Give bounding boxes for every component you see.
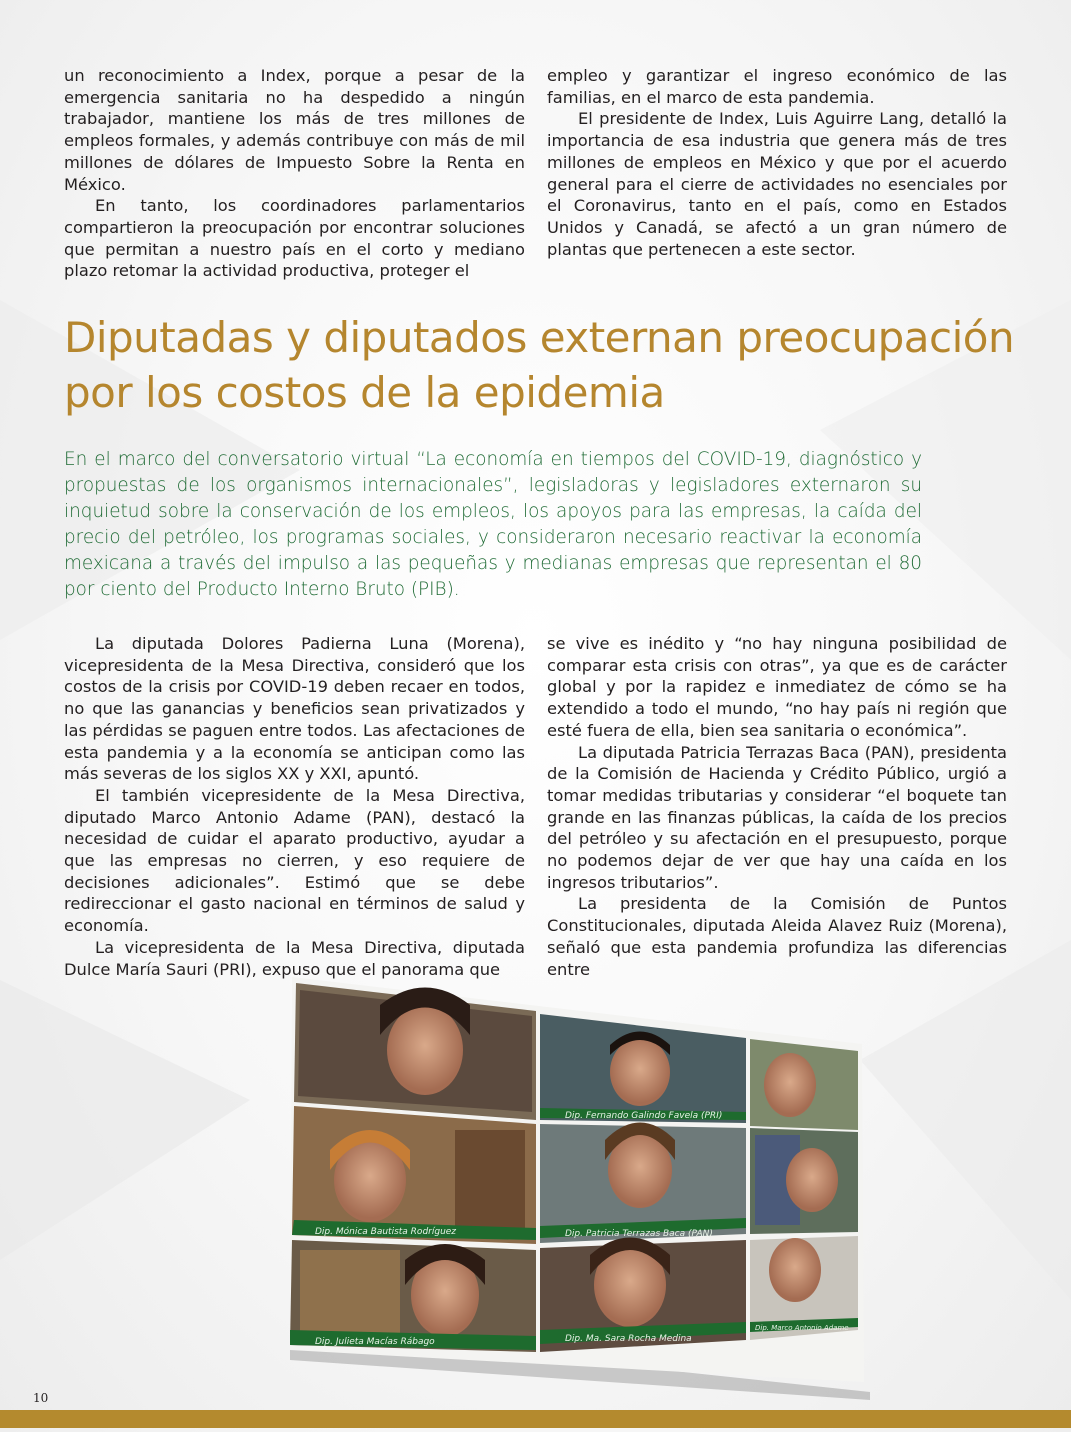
paragraph: El presidente de Index, Luis Aguirre Lang, detalló la importancia de esa industria que genera más de tres millones de empleos en México y que por el acuerdo general para el cierre de actividades no esenciales por el Coronavirus, tanto en el país, como en Estados Unidos y Canadá, se afectó a un gran número de plantas que pertenecen a este sector. [547, 109, 1007, 259]
paragraph: En tanto, los coordinadores parlamentarios compartieron la preocupación por encontrar soluciones que permitan a nuestro país en el corto y mediano plazo retomar la actividad productiva, proteger el [64, 196, 525, 281]
tile-caption: Dip. Mónica Bautista Rodríguez [315, 1227, 457, 1237]
article-lead: En el marco del conversatorio virtual “La economía en tiempos del COVID-19, diagnóstico y propuestas de los organismos internacionales”, legisladoras y legisladores externaron su inquietud sobre la conservación de los empleos, los apoyos para las empresas, la caída del precio del petróleo, los programas sociales, y consideraron necesario reactivar la economía mexicana a través del impulso a las pequeñas y medianas empresas que representan el 80 por ciento del Producto Interno Bruto (PIB). [64, 449, 922, 600]
footer-bar [0, 1410, 1071, 1428]
article-title: Diputadas y diputados externan preocupación por los costos de la epidemia [64, 313, 1015, 417]
page-number: 10 [33, 1391, 49, 1405]
tile-caption: Dip. Fernando Galindo Favela (PRI) [565, 1111, 723, 1121]
paragraph: empleo y garantizar el ingreso económico de las familias, en el marco de esta pandemia. [547, 66, 1007, 107]
tile-caption: Dip. Patricia Terrazas Baca (PAN) [565, 1229, 713, 1239]
tile-caption: Dip. Ma. Sara Rocha Medina [565, 1334, 692, 1344]
paragraph: La presidenta de la Comisión de Puntos Constitucionales, diputada Aleida Alavez Ruiz (Morena), señaló que esta pandemia profundiza las diferencias entre [547, 894, 1007, 979]
paragraph: La diputada Dolores Padierna Luna (Morena), vicepresidenta de la Mesa Directiva, consideró que los costos de la crisis por COVID-19 deben recaer en todos, no que las ganancias y beneficios sean privatizados y las pérdidas se paguen entre todos. Las afectaciones de esta pandemia y a la economía se anticipan como las más severas de los siglos XX y XXI, apuntó. [64, 634, 525, 784]
tile-caption: Dip. Marco Antonio Adame [755, 1324, 849, 1332]
paragraph: La vicepresidenta de la Mesa Directiva, diputada Dulce María Sauri (PRI), expuso que el panorama que [64, 937, 525, 979]
tile-caption: Dip. Julieta Macías Rábago [315, 1337, 435, 1347]
paragraph: se vive es inédito y “no hay ninguna posibilidad de comparar esta crisis con otras”, ya que es de carácter global y por la rapidez e inmediatez de cómo se ha extendido a todo el mundo, “no hay país ni región que esté fuera de ella, bien sea sanitaria o económica”. [547, 634, 1007, 740]
paragraph: La diputada Patricia Terrazas Baca (PAN), presidenta de la Comisión de Hacienda y Crédito Público, urgió a tomar medidas tributarias y considerar “el boquete tan grande en las finanzas públicas, la caída de los precios del petróleo y su afectación en el presupuesto, porque no podemos dejar de ver que hay una caída en los ingresos tributarios”. [547, 742, 1007, 892]
paragraph: un reconocimiento a Index, porque a pesar de la emergencia sanitaria no ha despedido a ningún trabajador, mantiene los más de tres millones de empleos formales, y además contribuye con más de mil millones de dólares de Impuesto Sobre la Renta en México. [64, 66, 525, 194]
paragraph: El también vicepresidente de la Mesa Directiva, diputado Marco Antonio Adame (PAN), destacó la necesidad de cuidar el aparato productivo, ayudar a que las empresas no cierren, y eso requiere de decisiones adicionales”. Estimó que se debe redireccionar el gasto nacional en términos de salud y economía. [64, 785, 525, 936]
